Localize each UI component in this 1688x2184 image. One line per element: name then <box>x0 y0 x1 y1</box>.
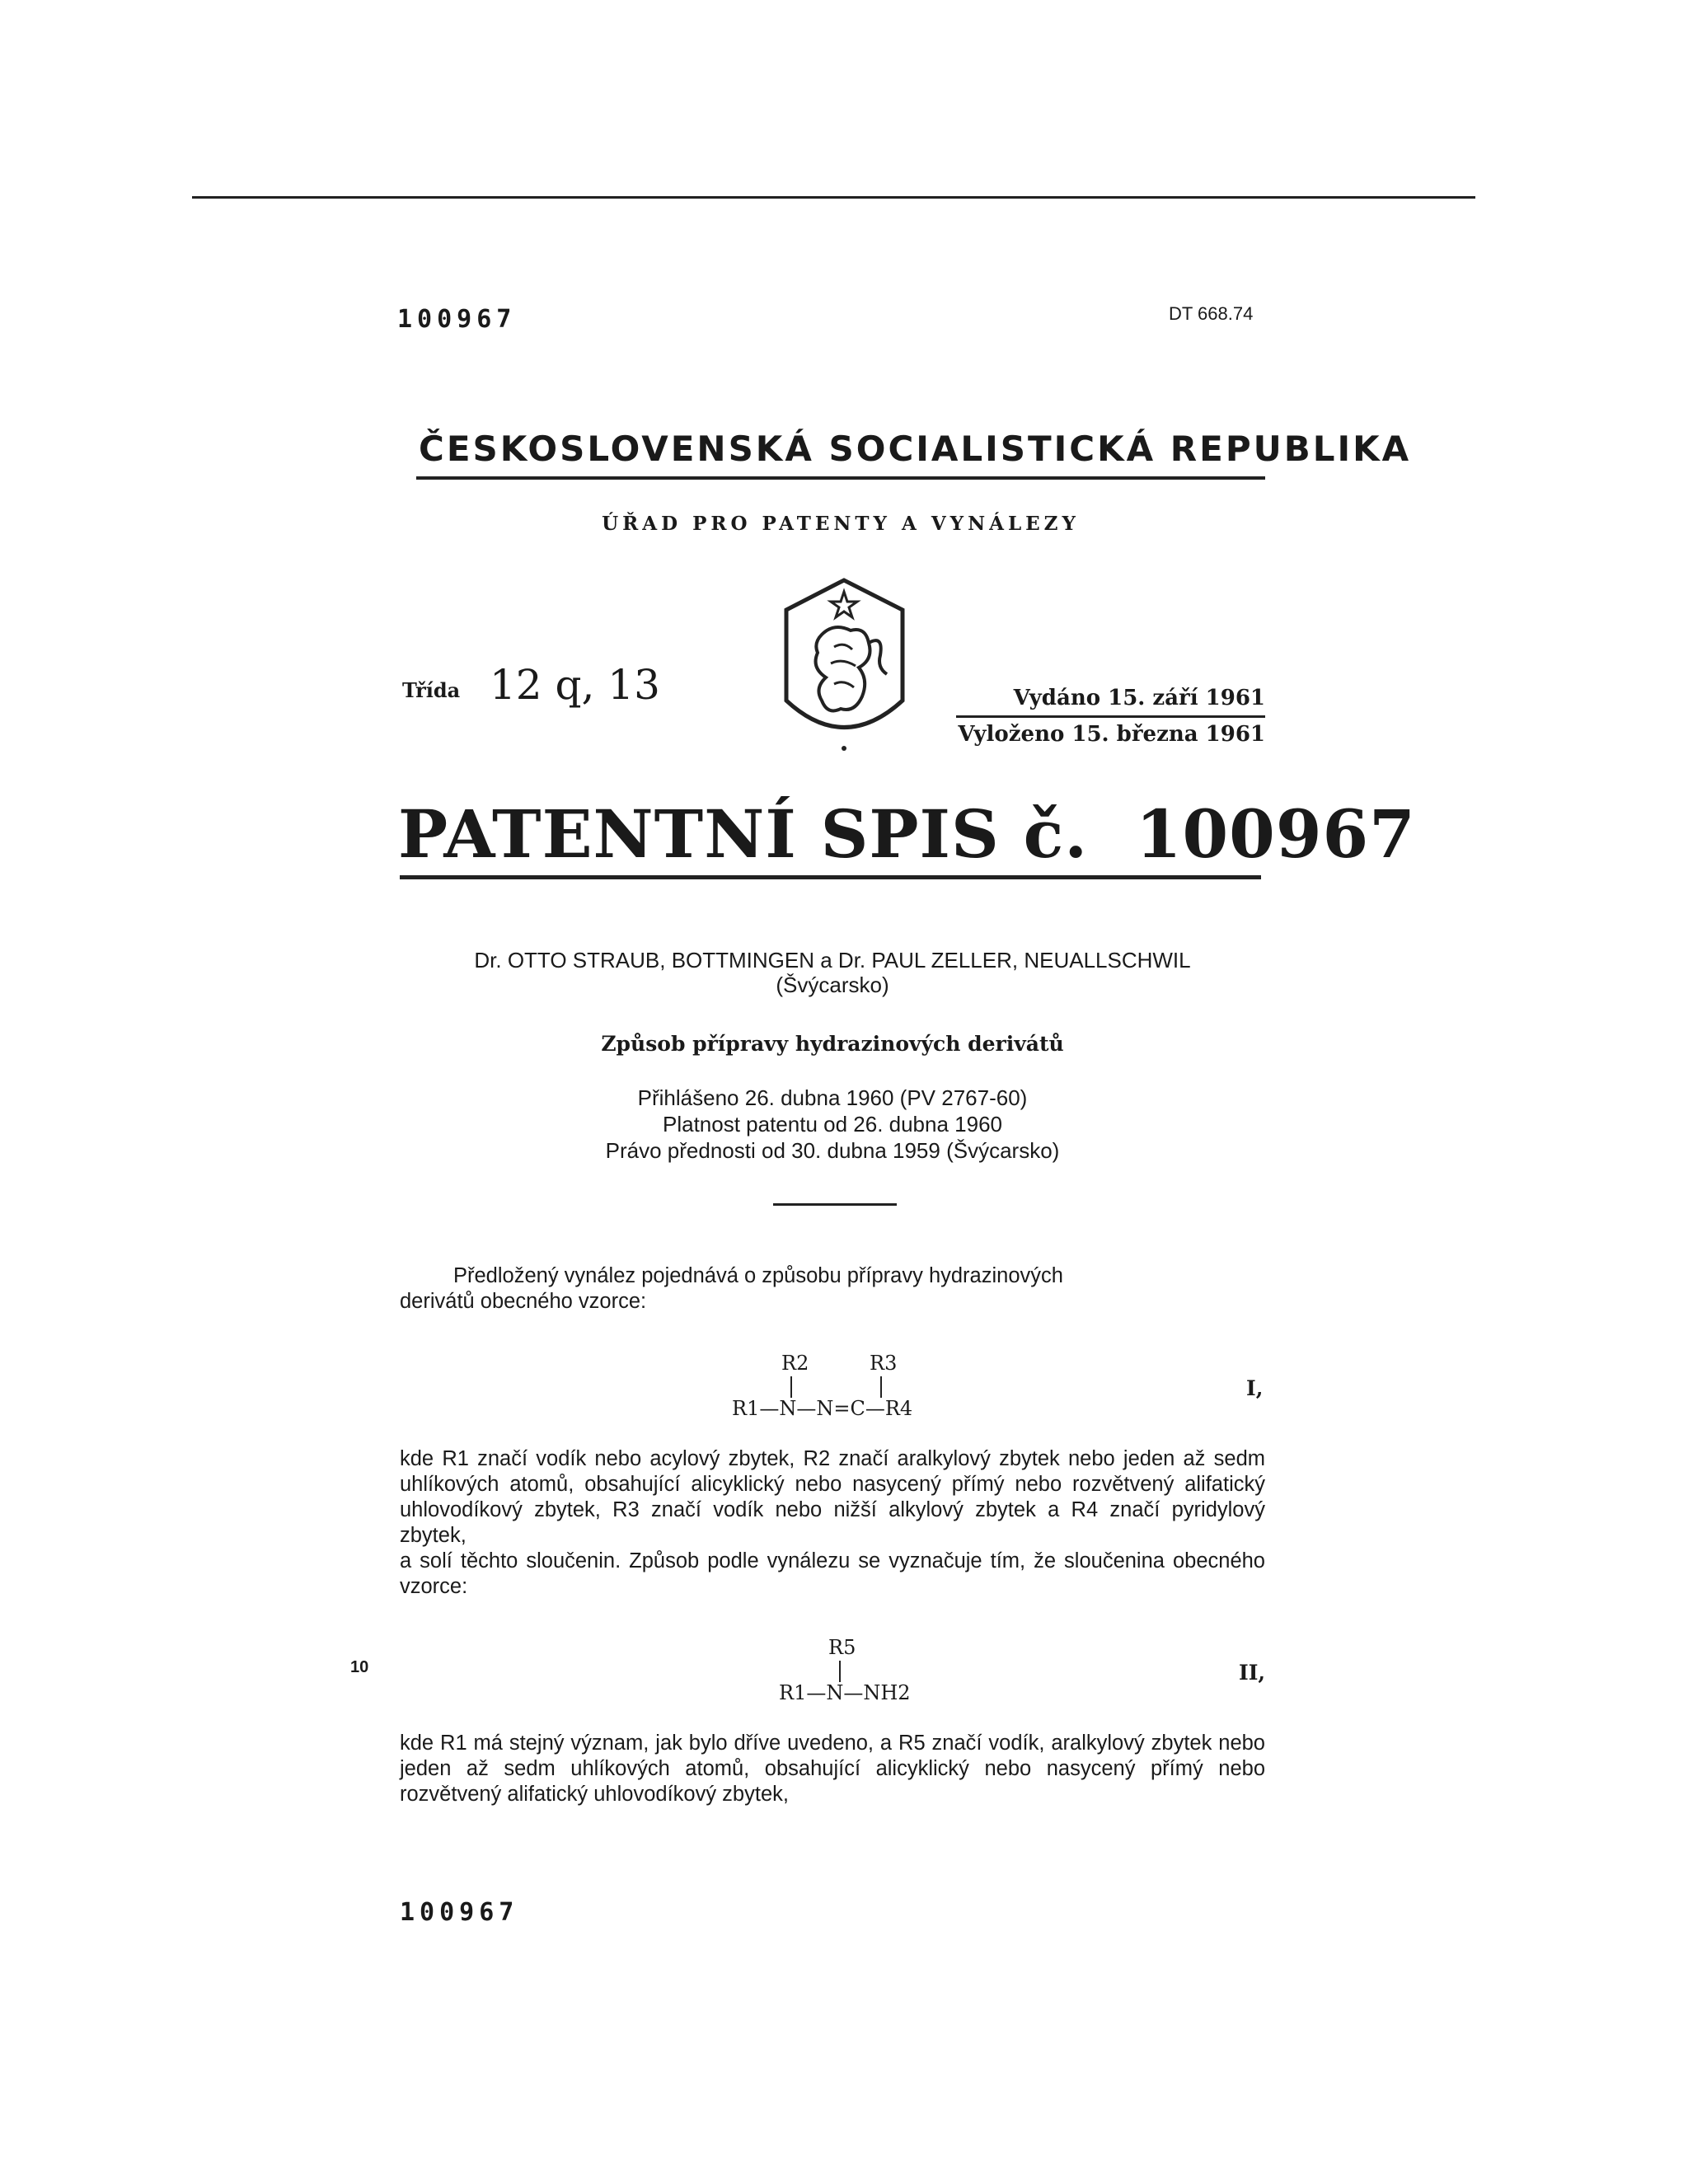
formula2-r5: R5 <box>828 1636 856 1659</box>
margin-line-number: 10 <box>350 1658 369 1676</box>
authors-names: Dr. OTTO STRAUB, BOTTMINGEN a Dr. PAUL ZELLER, NEUALLSCHWIL <box>474 948 1191 972</box>
dt-code: DT 668.74 <box>1169 303 1254 324</box>
intro-paragraph <box>400 1263 1265 1315</box>
formula1-number: I, <box>1246 1376 1264 1400</box>
validity-date: Platnost patentu od 26. dubna 1960 <box>662 1112 1002 1137</box>
doc-number-bottom: 100967 <box>400 1898 519 1927</box>
republic-rule <box>416 476 1265 480</box>
formula1-bond-r3 <box>880 1376 882 1398</box>
intro-line-2: derivátů obecného vzorce: <box>400 1290 647 1313</box>
r5-paragraph <box>400 1731 1265 1807</box>
republic-heading: ČESKOSLOVENSKÁ SOCIALISTICKÁ REPUBLIKA <box>419 429 1412 469</box>
filed-date: Přihlášeno 26. dubna 1960 (PV 2767-60) <box>637 1085 1028 1110</box>
method-text: a solí těchto sloučenin. Způsob podle vynálezu se vyznačuje tím, že sloučenina obecného vzorce: <box>400 1549 1265 1598</box>
formula1-bond-r2 <box>790 1376 792 1398</box>
top-rule <box>192 196 1475 199</box>
title-rule <box>400 875 1261 879</box>
section-divider <box>773 1203 897 1206</box>
formula2-number: II, <box>1239 1661 1266 1685</box>
authors <box>400 948 1265 997</box>
issued-date: Vydáno 15. září 1961 <box>1013 686 1265 710</box>
state-emblem-icon <box>776 577 912 758</box>
doc-number-top: 100967 <box>397 305 517 334</box>
intro-line-1: Předložený vynález pojednává o způsobu přípravy hydrazinových <box>453 1264 1063 1287</box>
definition-text: kde R1 značí vodík nebo acylový zbytek, R2 značí aralkylový zbytek nebo jeden až sedm uhlíkových atomů, obsahující alicyklický nebo nasycený přímý nebo rozvětvený alifatický uhlovodíkový zbytek, R3 značí vodík nebo nižší alkylový zbytek a R4 značí pyridylový zbytek, <box>400 1447 1265 1547</box>
priority-date: Právo přednosti od 30. dubna 1959 (Švýcarsko) <box>605 1138 1060 1163</box>
class-label: Třída <box>402 678 461 702</box>
definition-paragraph <box>400 1446 1265 1600</box>
formula1-r2: R2 <box>781 1352 809 1375</box>
published-date: Vyloženo 15. března 1961 <box>958 722 1265 747</box>
authors-country: (Švýcarsko) <box>776 972 889 997</box>
formula1-main: R1—N—N=C—R4 <box>732 1397 913 1420</box>
filing-dates <box>400 1085 1265 1164</box>
r5-definition-text: kde R1 má stejný význam, jak bylo dříve uvedeno, a R5 značí vodík, aralkylový zbytek nebo jeden až sedm uhlíkových atomů, obsahující alicyklický nebo nasycený přímý nebo rozvětvený alifatický uhlovodíkový zbytek, <box>400 1732 1265 1806</box>
office-name: ÚŘAD PRO PATENTY A VYNÁLEZY <box>602 513 1080 535</box>
class-value: 12 q, 13 <box>490 661 660 709</box>
formula2-main: R1—N—NH2 <box>779 1681 911 1704</box>
invention-title: Způsob přípravy hydrazinových derivátů <box>601 1032 1064 1056</box>
formula1-r3: R3 <box>870 1352 898 1375</box>
formula2-bond <box>839 1661 841 1682</box>
date-rule <box>956 715 1265 718</box>
patent-title: PATENTNÍ SPIS č. 100967 <box>398 795 1416 873</box>
